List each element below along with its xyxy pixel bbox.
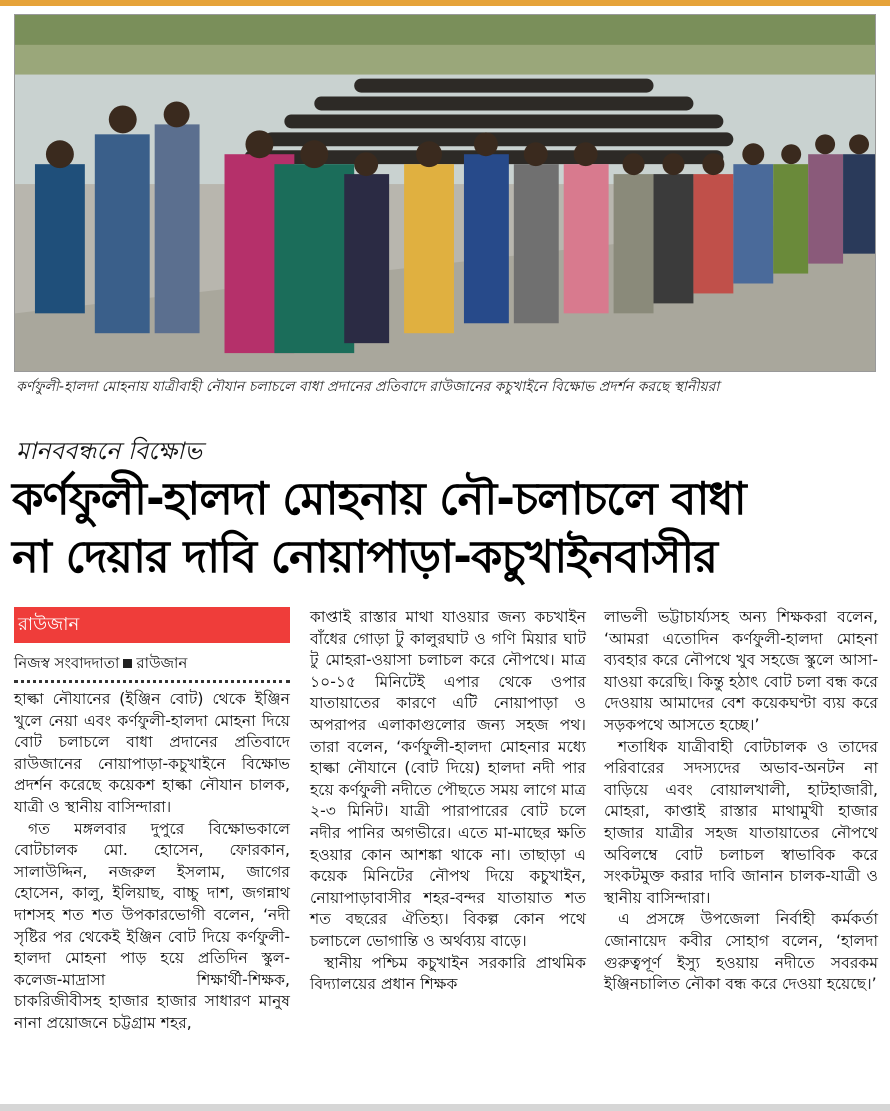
article-column-2: [310, 607, 586, 996]
article-column-3: [604, 607, 878, 996]
square-bullet-icon: [123, 659, 132, 668]
news-photo: [14, 14, 876, 372]
article-column-1: [14, 607, 290, 1035]
location-tag: রাউজান: [14, 607, 290, 643]
protest-photo-illustration: [15, 15, 875, 371]
headline-line-2: না দেয়ার দাবি নোয়াপাড়া-কচুখাইনবাসীর: [12, 530, 717, 583]
byline-place: রাউজান: [136, 654, 188, 672]
paragraph: লাভলী ভট্টাচার্য্যসহ অন্য শিক্ষকরা বলেন, ‘আমরা এতোদিন কর্ণফুলী-হালদা মোহনা ব্যবহার করে নৌপথে খুব সহজে স্কুলে আসা-যাওয়া করেছি। কিন্তু হঠাৎ বোট চলা বন্ধ করে দেওয়ায় আমাদের বেশ কয়েকঘণ্টা ব্যয় করে সড়কপথে আসতে হচ্ছে।’: [604, 608, 878, 734]
paragraph: গত মঙ্গলবার দুপুরে বিক্ষোভকালে বোটচালক মো. হোসেন, ফোরকান, সালাউদ্দিন, নজরুল ইসলাম, জাগের হোসেন, কালু, ইলিয়াছ, বাচ্চু দাশ, জগন্নাথ দাশসহ শত শত উপকারভোগী বলেন, ‘নদী সৃষ্টির পর থেকেই ইঞ্জিন বোট দিয়ে কর্ণফুলী-হালদা মোহনা পাড় হয়ে প্রতিদিন স্কুল-কলেজ-মাদ্রাসা শিক্ষার্থী-শিক্ষক, চাকরিজীবীসহ হাজার হাজার সাধারণ মানুষ নানা প্রয়োজনে চট্টগ্রাম শহর,: [14, 819, 290, 1032]
photo-caption: কর্ণফুলী-হালদা মোহনায় যাত্রীবাহী নৌযান চলাচলে বাধা প্রদানের প্রতিবাদে রাউজানের কচুখাইনে বিক্ষোভ প্রদর্শন করছে স্থানীয়রা: [16, 379, 720, 395]
byline-reporter: নিজস্ব সংবাদদাতা: [14, 654, 120, 672]
paragraph: স্থানীয় পশ্চিম কচুখাইন সরকারি প্রাথমিক বিদ্যালয়ের প্রধান শিক্ষক: [310, 953, 586, 994]
dotted-divider: [14, 677, 290, 683]
top-rule: [0, 0, 890, 6]
byline: [14, 653, 290, 673]
paragraph: হাল্কা নৌযানের (ইঞ্জিন বোট) থেকে ইঞ্জিন খুলে নেয়া এবং কর্ণফুলী-হালদা মোহনা দিয়ে বোট চলাচলে বাধা প্রদানের প্রতিবাদে রাউজানের নোয়াপাড়া-কচুখাইনে বিক্ষোভ প্রদর্শন করেছে কয়েকশ হাল্কা নৌযান চালক, যাত্রী ও স্থানীয় বাসিন্দারা।: [14, 690, 290, 816]
paragraph: কাপ্তাই রাস্তার মাথা যাওয়ার জন্য কচখাইন বাঁধের গোড়া টু কালুরঘাট ও গণি মিয়ার ঘাট টু মোহরা-ওয়াসা চলাচল করে নৌপথে। মাত্র ১০-১৫ মিনিটেই এপার থেকে ওপার যাতায়াতের কারণে এটি নোয়াপাড়া ও অপরাপর এলাকাগুলোর জন্য সহজ পথ। তারা বলেন, ‘কর্ণফুলী-হালদা মোহনার মধ্যে হাল্কা নৌযানে (বোট দিয়ে) হালদা নদী পার হয়ে কর্ণফুলী নদীতে পৌছতে সময় লাগে মাত্র ২-৩ মিনিট। যাত্রী পারাপারের বোট চলে নদীর পানির অগভীরে। এতে মা-মাছের ক্ষতি হওয়ার কোন আশঙ্কা থাকে না। তাছাড়া এ কয়েক মিনিটের নৌপথ দিয়ে কচুখাইন, নোয়াপাড়াবাসীর শহর-বন্দর যাতায়াত শত শত বছরের ঐতিহ্য। বিকল্প কোন পথে চলাচলে ভোগান্তি ও অর্থব্যয় বাড়ে।: [310, 608, 586, 950]
paragraph: এ প্রসঙ্গে উপজেলা নির্বাহী কর্মকর্তা জোনায়েদ কবীর সোহাগ বলেন, ‘হালদা গুরুত্বপূর্ণ ইস্যু হওয়ায় নদীতে সবরকম ইঞ্জিনচালিত নৌকা বন্ধ করে দেওয়া হয়েছে।’: [604, 910, 878, 994]
article-kicker: মানববন্ধনে বিক্ষোভ: [16, 437, 203, 465]
article-headline: [12, 470, 878, 586]
headline-line-1: কর্ণফুলী-হালদা মোহনায় নৌ-চলাচলে বাধা: [12, 472, 746, 525]
bottom-rule: [0, 1104, 890, 1111]
paragraph: শতাধিক যাত্রীবাহী বোটচালক ও তাদের পরিবারের সদস্যদের অভাব-অনটন না বাড়িয়ে এবং বোয়ালখালী, হাটহাজারী, মোহরা, কাপ্তাই রাস্তার মাথামুখী হাজার হাজার যাত্রীর সহজ যাতায়াতের নৌপথে অবিলম্বে বোট চলাচল স্বাভাবিক করে সংকটমুক্ত করার দাবি জানান চালক-যাত্রী ও স্থানীয় বাসিন্দারা।: [604, 737, 878, 907]
